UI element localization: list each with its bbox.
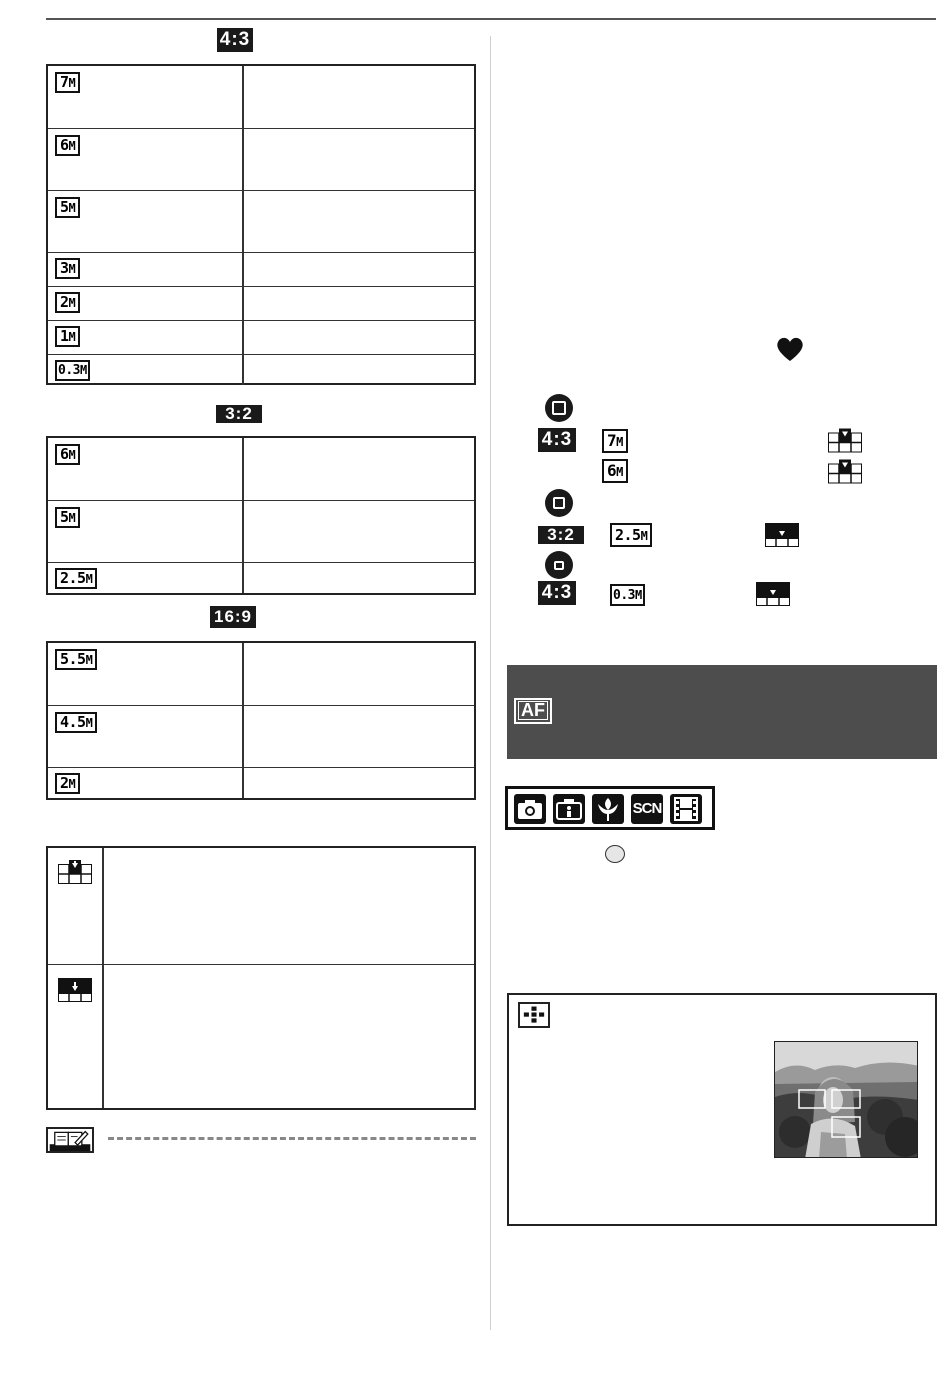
- quality-fine-icon: [58, 860, 92, 884]
- picture-size-small-icon: [545, 551, 573, 579]
- size-2m-icon: 2M: [55, 773, 80, 794]
- note-icon: [46, 1127, 94, 1153]
- size-1m-icon: 1M: [55, 326, 80, 347]
- quality-standard-icon: [765, 523, 799, 547]
- size-2-5m-icon: 2.5M: [55, 568, 97, 589]
- table-row: [48, 128, 474, 190]
- heart-icon: [776, 336, 804, 362]
- size-7m-icon: 7M: [55, 72, 80, 93]
- size-7m-icon: 7M: [602, 429, 628, 453]
- intelligent-auto-icon: [553, 794, 585, 824]
- table-row: [48, 438, 474, 500]
- aspect-badge-4-3: 4:3: [217, 28, 253, 52]
- table-row: [48, 643, 474, 705]
- size-3m-icon: 3M: [55, 258, 80, 279]
- table-row: [48, 500, 474, 562]
- af-area-icon: [518, 1002, 550, 1028]
- table-row: [48, 252, 474, 286]
- aspect-badge-4-3: 4:3: [538, 581, 576, 605]
- size-6m-icon: 6M: [602, 459, 628, 483]
- size-0-3m-icon: 0.3M: [610, 584, 645, 606]
- size-6m-icon: 6M: [55, 135, 80, 156]
- top-rule: [46, 18, 936, 20]
- size-5-5m-icon: 5.5M: [55, 649, 97, 670]
- aspect-badge-16-9: 16:9: [210, 606, 256, 628]
- picture-size-large-icon: [545, 394, 573, 422]
- aspect-badge-3-2: 3:2: [538, 526, 584, 544]
- size-table-3-2: [46, 436, 476, 595]
- macro-mode-icon: [592, 794, 624, 824]
- quality-fine-icon: [828, 428, 862, 453]
- table-row: [48, 705, 474, 767]
- table-divider: [102, 848, 104, 1108]
- table-row: [48, 320, 474, 354]
- picture-size-medium-icon: [545, 489, 573, 517]
- quality-standard-icon: [756, 582, 790, 606]
- aspect-badge-3-2: 3:2: [216, 405, 262, 423]
- column-divider: [490, 36, 491, 1330]
- quality-table: [46, 846, 476, 1110]
- table-row: [48, 767, 474, 798]
- aspect-badge-4-3: 4:3: [538, 428, 576, 452]
- size-2-5m-icon: 2.5M: [610, 523, 652, 547]
- table-row: [48, 286, 474, 320]
- dashed-rule: [108, 1137, 476, 1140]
- size-table-16-9: [46, 641, 476, 800]
- quality-standard-icon: [58, 978, 92, 1002]
- size-5m-icon: 5M: [55, 507, 80, 528]
- size-5m-icon: 5M: [55, 197, 80, 218]
- size-table-4-3: [46, 64, 476, 385]
- size-4-5m-icon: 4.5M: [55, 712, 97, 733]
- table-row: [48, 190, 474, 252]
- table-row: [48, 354, 474, 385]
- table-divider: [48, 964, 474, 965]
- table-row: [48, 562, 474, 593]
- menu-button-icon: [605, 845, 625, 863]
- table-row: [48, 66, 474, 128]
- applicable-modes-strip: [505, 786, 715, 830]
- size-2m-icon: 2M: [55, 292, 80, 313]
- size-0-3m-icon: 0.3M: [55, 360, 90, 381]
- af-mode-banner: [507, 665, 937, 759]
- size-6m-icon: 6M: [55, 444, 80, 465]
- af-area-box: [507, 993, 937, 1226]
- af-mode-icon: AF: [514, 698, 552, 724]
- quality-fine-icon: [828, 459, 862, 484]
- scene-mode-icon: SCN: [631, 794, 663, 824]
- af-sample-photo: [774, 1041, 918, 1158]
- motion-picture-icon: [670, 794, 702, 824]
- camera-mode-icon: [514, 794, 546, 824]
